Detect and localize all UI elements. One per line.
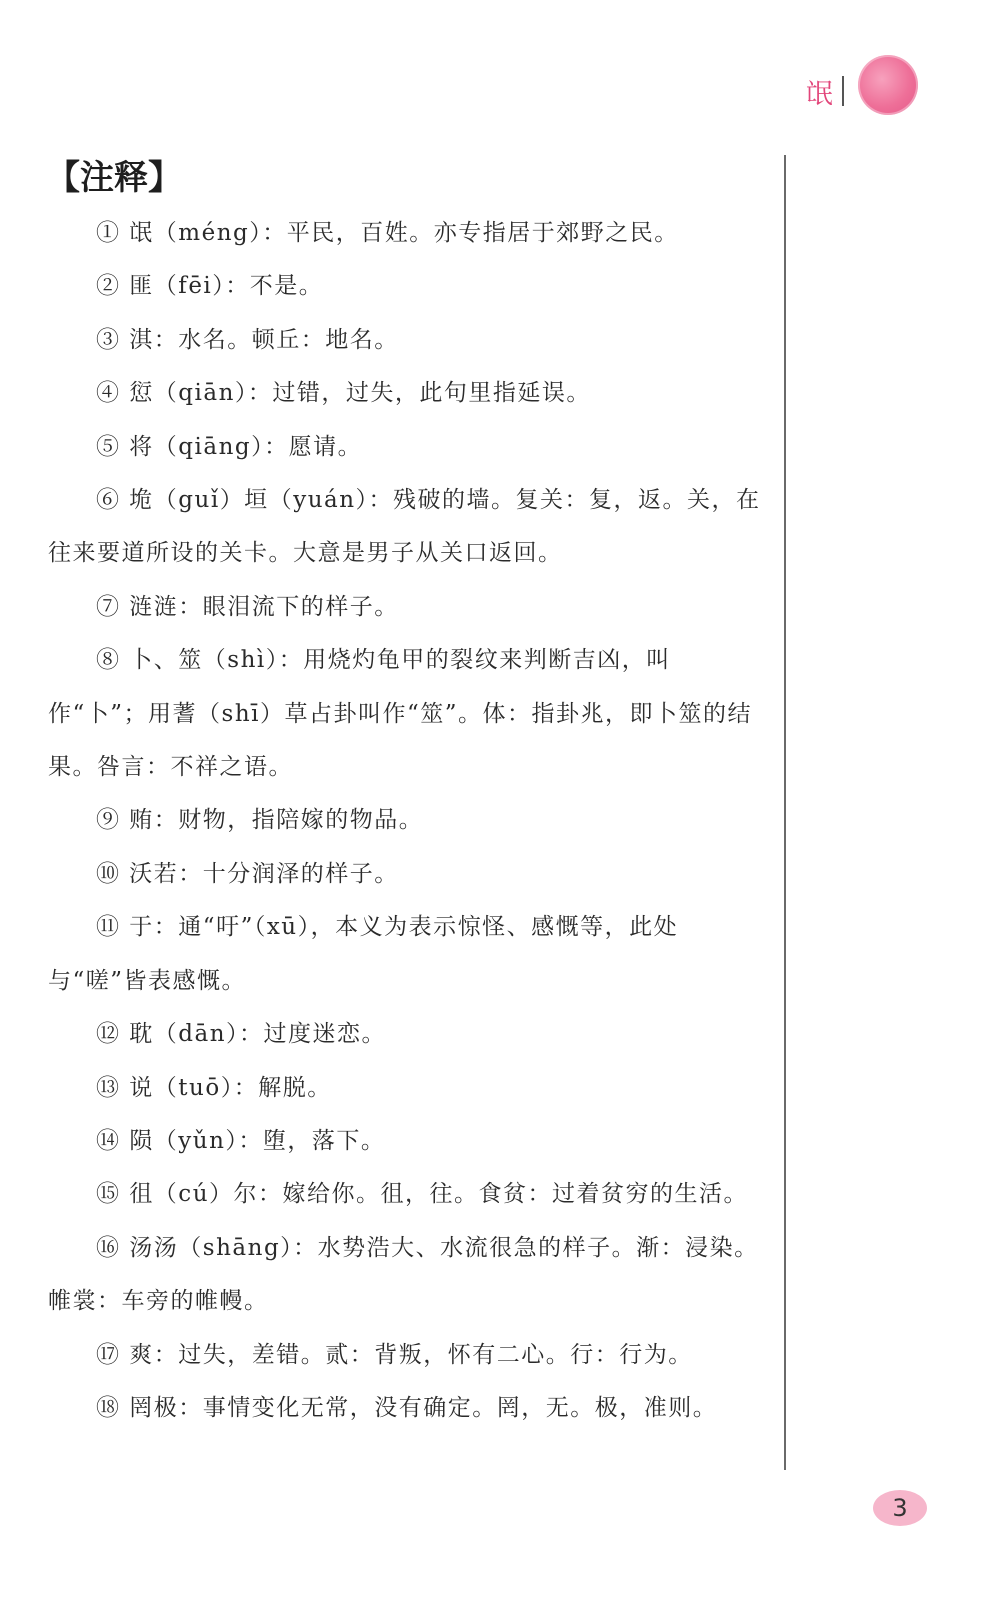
header-divider: [842, 76, 844, 106]
section-title: 【注释】: [46, 158, 182, 198]
note-item: ⑭ 陨（yǔn）：堕，落下。: [96, 1127, 386, 1154]
notes-list: [48, 207, 770, 1435]
note-item: ① 氓（méng）：平民，百姓。亦专指居于郊野之民。: [96, 220, 679, 246]
note-item: ⑫ 耽（dān）：过度迷恋。: [96, 1021, 387, 1048]
note-item: ⑬ 说（tuō）：解脱。: [96, 1074, 332, 1101]
note-item: ② 匪（fēi）：不是。: [96, 273, 324, 300]
note-item: ③ 淇：水名。顿丘：地名。: [96, 326, 399, 353]
note-item: ⑥ 垝（guǐ）垣（yuán）：残破的墙。复关：复，返。关，在往来要道所设的关卡。大意是男子从关口返回。: [48, 487, 761, 567]
note-item: ⑧ 卜、筮（shì）：用烧灼龟甲的裂纹来判断吉凶，叫作“卜”；用蓍（shī）草占卦叫作“筮”。体：指卦兆，即卜筮的结果。咎言：不祥之语。: [48, 647, 753, 781]
note-item: ⑩ 沃若：十分润泽的样子。: [96, 860, 399, 887]
margin-rule: [784, 155, 786, 1470]
chapter-title: 氓: [806, 79, 834, 110]
note-item: ⑤ 将（qiāng）：愿请。: [96, 433, 363, 460]
note-item: ⑪ 于：通“吁”（xū），本义为表示惊怪、感慨等，此处与“嗟”皆表感慨。: [48, 914, 679, 994]
note-item: ⑨ 贿：财物，指陪嫁的物品。: [96, 807, 424, 834]
page-number: 3: [873, 1490, 927, 1526]
note-item: ⑱ 罔极：事情变化无常，没有确定。罔，无。极，准则。: [96, 1394, 718, 1421]
note-item: ⑯ 汤汤（shāng）：水势浩大、水流很急的样子。渐：浸染。帷裳：车旁的帷幔。: [48, 1234, 759, 1315]
note-item: ④ 愆（qiān）：过错，过失，此句里指延误。: [96, 380, 591, 407]
decorative-seal-icon: [858, 55, 918, 115]
note-item: ⑦ 涟涟：眼泪流下的样子。: [96, 593, 399, 620]
note-item: ⑮ 徂（cú）尔：嫁给你。徂，往。食贫：过着贫穷的生活。: [96, 1181, 749, 1208]
note-item: ⑰ 爽：过失，差错。贰：背叛，怀有二心。行：行为。: [96, 1341, 693, 1368]
